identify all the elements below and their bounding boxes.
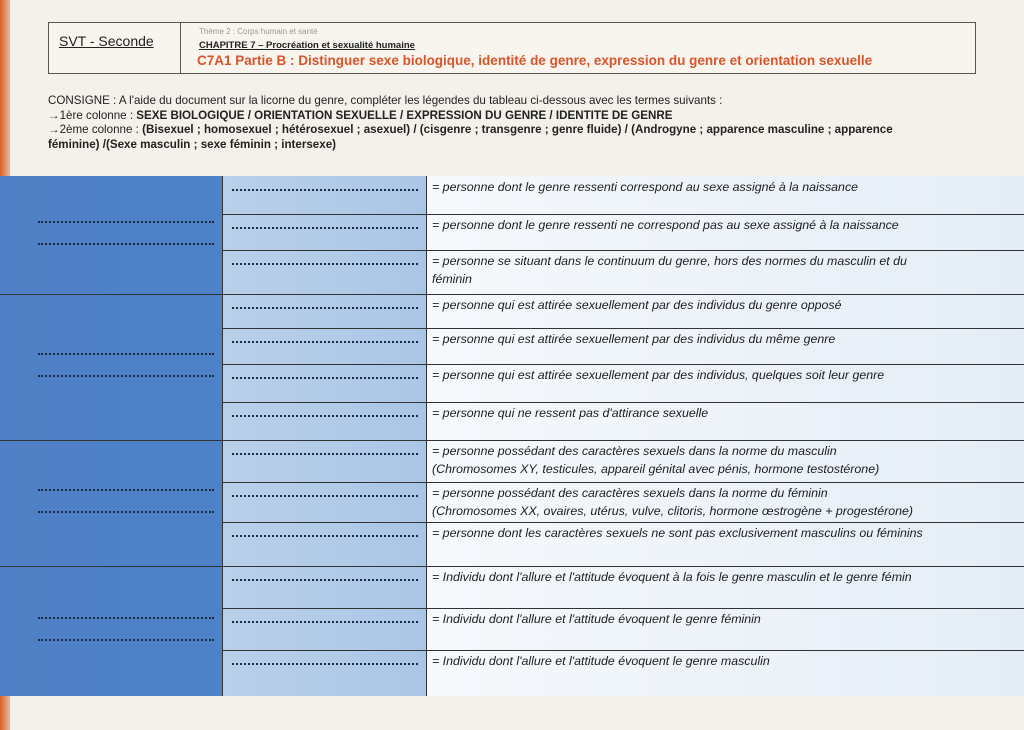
definition-line: = personne qui est attirée sexuellement par des individus, quelques soit leur genre bbox=[432, 368, 885, 382]
definition-text bbox=[432, 568, 912, 586]
term-blank[interactable] bbox=[232, 493, 418, 497]
column2-prefix: →2ème colonne : bbox=[48, 123, 143, 137]
row-divider bbox=[222, 328, 1024, 329]
definition-text bbox=[432, 610, 761, 628]
definition-line: (Chromosomes XX, ovaires, utérus, vulve, clitoris, hormone œstrogène + progestérone) bbox=[432, 504, 914, 518]
instruction-line-2 bbox=[48, 109, 1018, 124]
instruction-line-3 bbox=[48, 123, 1018, 138]
definition-line: = personne dont les caractères sexuels ne sont pas exclusivement masculins ou féminins bbox=[432, 526, 923, 540]
theme-label: Thème 2 : Corps humain et santé bbox=[199, 27, 318, 36]
col1-divider bbox=[222, 176, 223, 696]
definition-line: féminin bbox=[432, 272, 472, 286]
term-blank[interactable] bbox=[232, 451, 418, 455]
definition-text bbox=[432, 524, 923, 542]
category-blank[interactable] bbox=[38, 637, 214, 641]
row-divider bbox=[222, 608, 1024, 609]
row-divider bbox=[222, 482, 1024, 483]
term-blank[interactable] bbox=[232, 413, 418, 417]
definition-line: = Individu dont l'allure et l'attitude évoquent le genre masculin bbox=[432, 654, 770, 668]
definition-text bbox=[432, 652, 770, 670]
definition-text bbox=[432, 404, 708, 422]
row-divider bbox=[222, 364, 1024, 365]
definition-text bbox=[432, 484, 913, 520]
instructions bbox=[48, 94, 1018, 152]
column-term bbox=[222, 176, 426, 696]
instruction-line-4 bbox=[48, 138, 1018, 153]
col2-divider bbox=[426, 176, 427, 696]
term-blank[interactable] bbox=[232, 577, 418, 581]
row-divider bbox=[222, 214, 1024, 215]
row-divider bbox=[222, 402, 1024, 403]
definition-line: = personne qui est attirée sexuellement par des individus du même genre bbox=[432, 332, 836, 346]
row-divider bbox=[222, 294, 1024, 295]
definition-line: = personne possédant des caractères sexuels dans la norme du masculin bbox=[432, 444, 837, 458]
term-blank[interactable] bbox=[232, 225, 418, 229]
term-blank[interactable] bbox=[232, 261, 418, 265]
definition-line: = personne qui est attirée sexuellement par des individus du genre opposé bbox=[432, 298, 842, 312]
definition-text bbox=[432, 296, 842, 314]
term-blank[interactable] bbox=[232, 339, 418, 343]
definition-line: = personne dont le genre ressenti ne correspond pas au sexe assigné à la naissance bbox=[432, 218, 899, 232]
header-box bbox=[48, 22, 976, 74]
definition-line: = personne qui ne ressent pas d'attirance sexuelle bbox=[432, 406, 709, 420]
chapter-title: CHAPITRE 7 – Procréation et sexualité humaine bbox=[199, 40, 415, 51]
category-blank[interactable] bbox=[38, 487, 214, 491]
term-blank[interactable] bbox=[232, 187, 418, 191]
category-blank[interactable] bbox=[38, 219, 214, 223]
legend-table bbox=[0, 176, 1024, 696]
group-divider bbox=[0, 294, 222, 295]
row-divider bbox=[222, 522, 1024, 523]
column1-prefix: →1ère colonne : bbox=[48, 108, 137, 122]
definition-text bbox=[432, 366, 884, 384]
term-blank[interactable] bbox=[232, 375, 418, 379]
instruction-line-1: CONSIGNE : A l'aide du document sur la licorne du genre, compléter les légendes du tableau ci-dessous avec les termes suivants : bbox=[48, 94, 723, 107]
category-blank[interactable] bbox=[38, 241, 214, 245]
activity-title: C7A1 Partie B : Distinguer sexe biologique, identité de genre, expression du genre et orientation sexuelle bbox=[197, 53, 873, 68]
definition-line: = personne se situant dans le continuum du genre, hors des normes du masculin et du bbox=[432, 254, 907, 268]
definition-text bbox=[432, 330, 835, 348]
row-divider bbox=[222, 440, 1024, 441]
definition-text bbox=[432, 442, 879, 478]
column2-terms-continued: féminine) /(Sexe masculin ; sexe féminin ; intersexe) bbox=[48, 137, 337, 151]
category-blank[interactable] bbox=[38, 351, 214, 355]
definition-line: (Chromosomes XY, testicules, appareil génital avec pénis, hormone testostérone) bbox=[432, 462, 880, 476]
header-subject-cell bbox=[49, 23, 181, 73]
group-divider bbox=[0, 566, 222, 567]
definition-text bbox=[432, 252, 907, 288]
definition-line: = personne possédant des caractères sexuels dans la norme du féminin bbox=[432, 486, 828, 500]
row-divider bbox=[222, 650, 1024, 651]
definition-text bbox=[432, 216, 899, 234]
term-blank[interactable] bbox=[232, 661, 418, 665]
row-divider bbox=[222, 566, 1024, 567]
term-blank[interactable] bbox=[232, 619, 418, 623]
term-blank[interactable] bbox=[232, 305, 418, 309]
category-blank[interactable] bbox=[38, 509, 214, 513]
definition-line: = Individu dont l'allure et l'attitude évoquent le genre féminin bbox=[432, 612, 761, 626]
definition-line: = Individu dont l'allure et l'attitude évoquent à la fois le genre masculin et le genre fémin bbox=[432, 570, 912, 584]
column2-terms: (Bisexuel ; homosexuel ; hétérosexuel ; asexuel) / (cisgenre ; transgenre ; genre fluide) / (Androgyne ; apparence masculine ; apparence bbox=[142, 123, 893, 137]
group-divider bbox=[0, 440, 222, 441]
column1-terms: SEXE BIOLOGIQUE / ORIENTATION SEXUELLE / EXPRESSION DU GENRE / IDENTITE DE GENRE bbox=[136, 108, 673, 122]
definition-line: = personne dont le genre ressenti correspond au sexe assigné à la naissance bbox=[432, 180, 859, 194]
subject-title: SVT - Seconde bbox=[59, 33, 154, 49]
row-divider bbox=[222, 250, 1024, 251]
category-blank[interactable] bbox=[38, 615, 214, 619]
category-blank[interactable] bbox=[38, 373, 214, 377]
definition-text bbox=[432, 178, 858, 196]
term-blank[interactable] bbox=[232, 533, 418, 537]
